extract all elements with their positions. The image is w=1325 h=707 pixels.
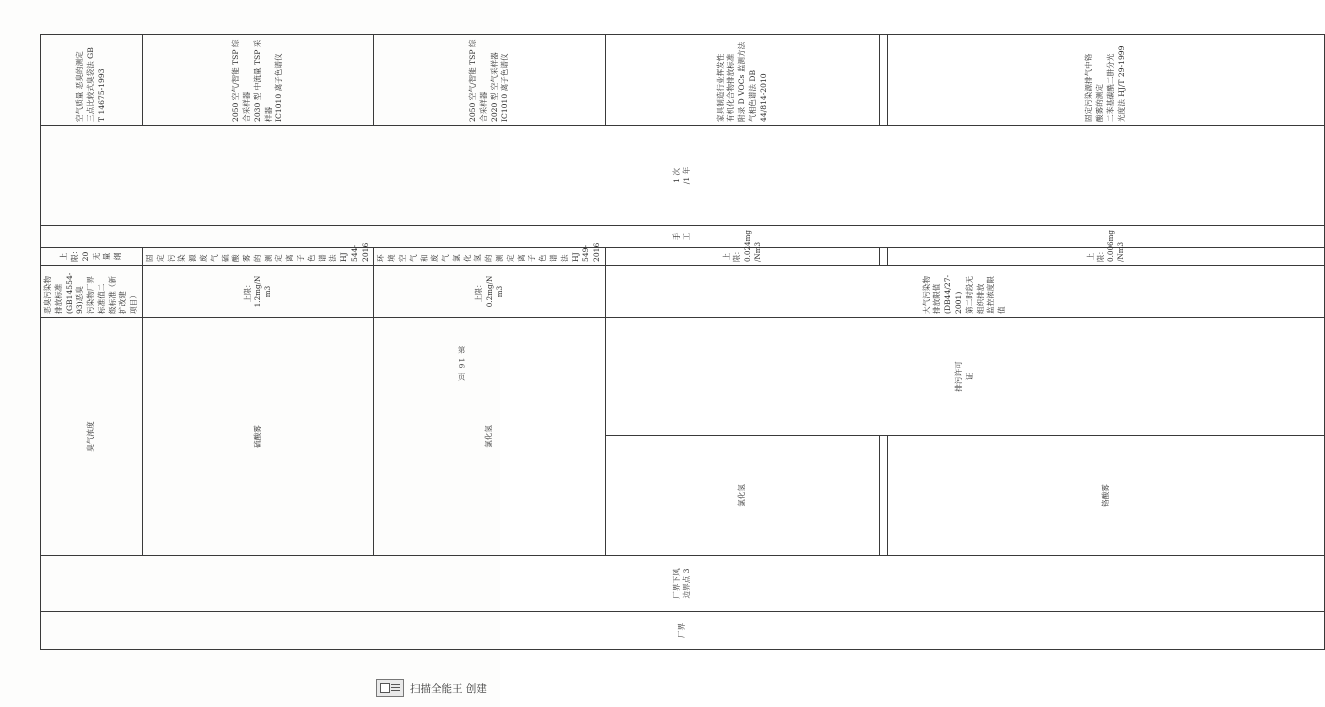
monitoring-table bbox=[40, 34, 1325, 650]
cell-hcl-env-limit: 上限： 0.2mg/N m3 bbox=[374, 265, 605, 317]
cell-chromic-limit: 上限： 0.006mg /Nm3 bbox=[888, 247, 1324, 265]
cell-spacer-limit bbox=[880, 247, 888, 265]
cell-odor-item: 臭气浓度 bbox=[41, 317, 143, 555]
cell-point: 厂界下风 边界点 3 bbox=[41, 556, 1325, 612]
cell-sulfuric-limit: 上限： 1.2mg/N m3 bbox=[143, 265, 374, 317]
cell-hcl-env-method: 环境空气和废气 氯化 氢的测定 离子色谱法 HJ 549-2016 bbox=[374, 247, 605, 265]
table-row-odor bbox=[41, 34, 143, 649]
watermark-text: 扫描全能王 创建 bbox=[410, 682, 487, 695]
cell-permit-standard: 大气污染物排放限值 (DB44/27-2001) 第二时段无组织排放 监控浓度限值 bbox=[605, 265, 1324, 317]
cell-sulfuric-instrument: 2050 空气/智能 TSP 综 合采样器 2030 型 中流量 TSP 采 样器 IC1010 离子色谱仪 bbox=[143, 34, 374, 125]
page-number: 第 16 页 bbox=[457, 346, 466, 382]
cell-spacer-item bbox=[880, 436, 888, 556]
cell-hcl-fugitive-method: 家具制造行业挥发性 有机化合物排放标准 附录 D VOCs 监测方法 气相色谱法 DB 44/814-2010 bbox=[605, 34, 880, 125]
cell-sampling: 手 工 bbox=[41, 225, 1325, 247]
cell-hcl-env-item: 氯化氢 bbox=[374, 317, 605, 555]
cell-sulfuric-method: 固定污染源废气 硫酸 雾的测定 离子色谱法 HJ 544-2016 bbox=[143, 247, 374, 265]
cell-odor-standard: 恶臭污染物排放标准 (GB14554-93)恶臭 污染物厂界标准值二 级标准（新扩改建 项目） bbox=[41, 265, 143, 317]
cell-odor-limit: 上限：20 无量纲 bbox=[41, 247, 143, 265]
scanner-watermark bbox=[376, 679, 487, 697]
cell-odor-method: 空气质量 恶臭的测定 三点比较式臭袋法 GB T 14675-1993 bbox=[41, 34, 143, 125]
cell-frequency: 1 次 /1 年 bbox=[41, 125, 1325, 225]
scanner-logo-icon bbox=[376, 679, 404, 697]
cell-spacer-method bbox=[880, 34, 888, 125]
cell-chromic-item: 铬酸雾 bbox=[888, 436, 1324, 556]
cell-chromic-method: 固定污染源排气中铬 酸雾的测定 二苯基碳酰二肼分光 光度法 HJ/T 29-1999 bbox=[888, 34, 1324, 125]
cell-sulfuric-item: 硫酸雾 bbox=[143, 317, 374, 555]
cell-hcl-fugitive-item: 氯化氢 bbox=[605, 436, 880, 556]
cell-area: 厂界 bbox=[41, 612, 1325, 650]
cell-hcl-env-instrument: 2050 空气/智能 TSP 综 合采样器 2020 型 空气采样器 IC1010 离子色谱仪 bbox=[374, 34, 605, 125]
cell-permit-label: 排污许可 证 bbox=[605, 317, 1324, 435]
cell-hcl-fugitive-limit: 上限： 0.024mg /Nm3 bbox=[605, 247, 880, 265]
